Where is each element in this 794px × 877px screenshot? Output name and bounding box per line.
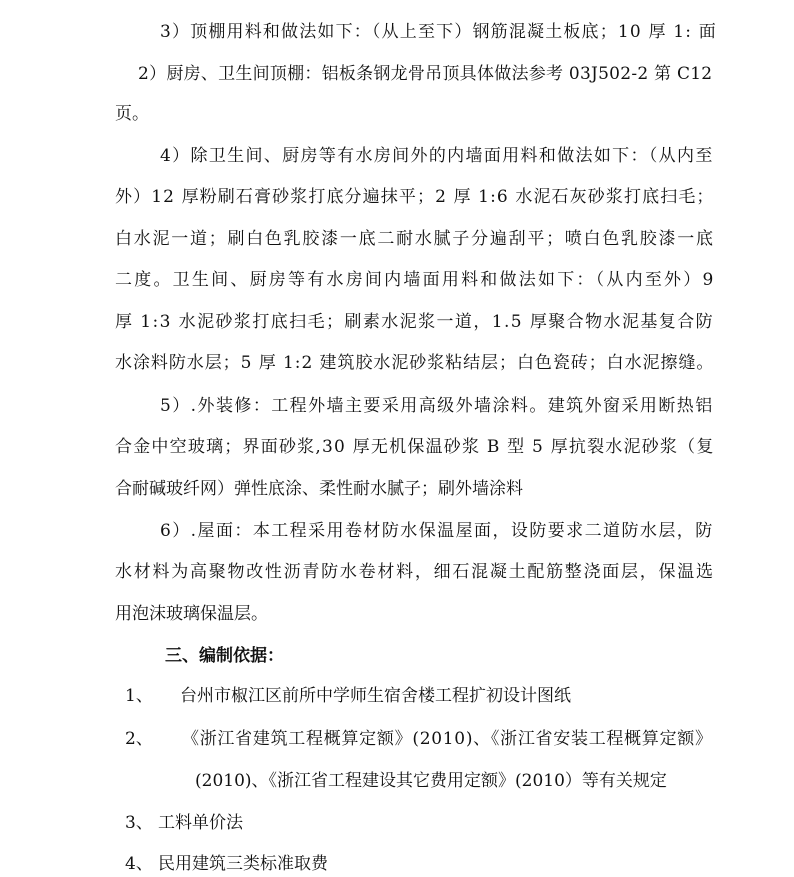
paragraph-roof-line-3: 用泡沫玻璃保温层。 — [115, 604, 268, 624]
list-item-text: 工料单价法 — [158, 813, 243, 833]
list-item-number: 4、 — [125, 854, 153, 874]
paragraph-kitchen-ceiling-line-2: 页。 — [115, 104, 149, 124]
paragraph-interior-wall-line-4: 二度。卫生间、厨房等有水房间内墙面用料和做法如下：（从内至外）9 — [115, 270, 716, 290]
list-item-text: 台州市椒江区前所中学师生宿舍楼工程扩初设计图纸 — [180, 686, 571, 706]
paragraph-interior-wall-line-5: 厚 1:3 水泥砂浆打底扫毛；刷素水泥浆一道，1.5 厚聚合物水泥基复合防 — [115, 312, 715, 332]
paragraph-roof-line-2: 水材料为高聚物改性沥青防水卷材料，细石混凝土配筋整浇面层，保温选 — [115, 562, 715, 582]
paragraph-interior-wall-line-3: 白水泥一道；刷白色乳胶漆一底二耐水腻子分遍刮平；喷白色乳胶漆一底 — [115, 229, 715, 249]
list-item-text-continued: (2010)、《浙江省工程建设其它费用定额》(2010）等有关规定 — [195, 771, 667, 791]
list-item-text: 民用建筑三类标准取费 — [158, 854, 328, 874]
paragraph-roof-line-1: 6）.屋面：本工程采用卷材防水保温屋面，设防要求二道防水层，防 — [160, 521, 714, 541]
section-heading: 三、编制依据： — [165, 646, 284, 666]
list-item-number: 3、 — [125, 813, 153, 833]
paragraph-exterior-line-3: 合耐碱玻纤网）弹性底涂、柔性耐水腻子；刷外墙涂料 — [115, 479, 523, 499]
paragraph-exterior-line-1: 5）.外装修：工程外墙主要采用高级外墙涂料。建筑外窗采用断热铝 — [160, 396, 714, 416]
paragraph-exterior-line-2: 合金中空玻璃；界面砂浆,30 厚无机保温砂浆 B 型 5 厚抗裂水泥砂浆（复 — [115, 437, 715, 457]
list-item-number: 2、 — [125, 729, 153, 749]
paragraph-interior-wall-line-6: 水涂料防水层；5 厚 1:2 建筑胶水泥砂浆粘结层；白色瓷砖；白水泥擦缝。 — [115, 353, 715, 373]
list-item-text: 《浙江省建筑工程概算定额》(2010)、《浙江省安装工程概算定额》 — [182, 729, 713, 749]
paragraph-ceiling-line-1: 3）顶棚用料和做法如下：（从上至下）钢筋混凝土板底；10 厚 1: 面 — [160, 22, 717, 42]
paragraph-interior-wall-line-2: 外）12 厚粉刷石膏砂浆打底分遍抹平；2 厚 1:6 水泥石灰砂浆打底扫毛； — [115, 187, 715, 207]
paragraph-kitchen-ceiling-line-1: 2）厨房、卫生间顶棚：铝板条钢龙骨吊顶具体做法参考 03J502-2 第 C12 — [138, 64, 713, 84]
paragraph-interior-wall-line-1: 4）除卫生间、厨房等有水房间外的内墙面用料和做法如下：（从内至 — [160, 146, 714, 166]
list-item-number: 1、 — [125, 686, 153, 706]
